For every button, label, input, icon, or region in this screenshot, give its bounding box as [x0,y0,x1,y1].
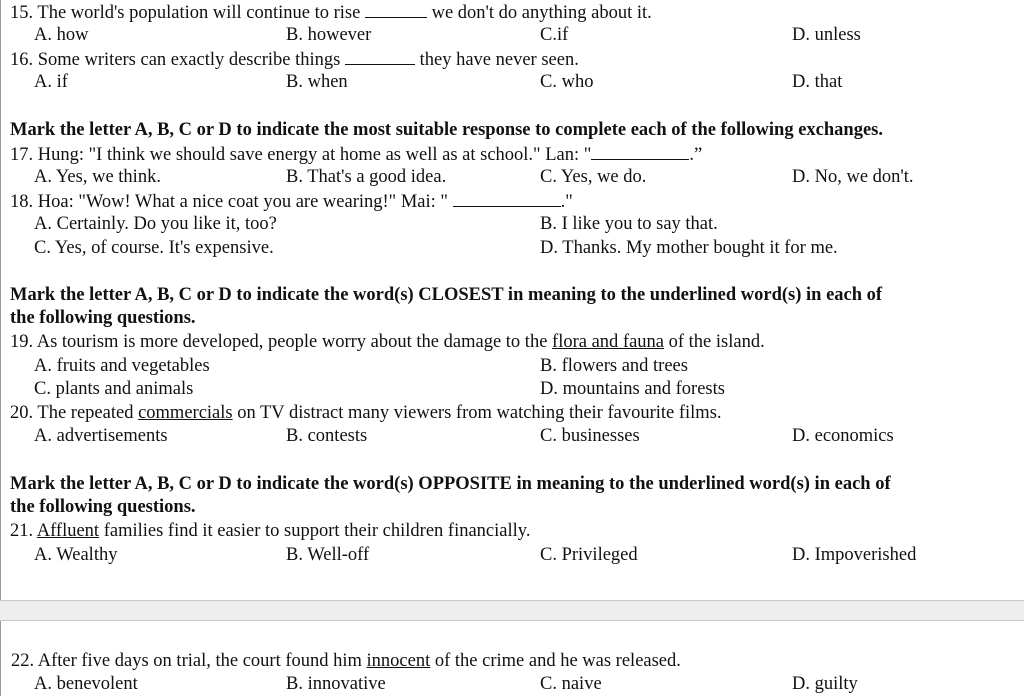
page-break-gap [0,600,1024,621]
question-21: 21. Affluent families find it easier to support their children financially. [10,521,531,541]
option-a: A. benevolent [34,674,138,694]
option-a: A. fruits and vegetables [34,356,210,376]
option-b: B. That's a good idea. [286,167,447,187]
option-b: B. innovative [286,674,386,694]
question-16: 16. Some writers can exactly describe things they have never seen. [10,50,579,70]
instruction-opposite-cont: the following questions. [10,497,196,517]
instruction-closest-cont: the following questions. [10,308,196,328]
question-15: 15. The world's population will continue to rise we don't do anything about it. [10,3,652,23]
option-b: B. flowers and trees [540,356,688,376]
document-page-2 [0,621,1024,696]
option-d: D. Thanks. My mother bought it for me. [540,238,838,258]
option-c: C. who [540,72,594,92]
option-d: D. Impoverished [792,545,917,565]
underlined-word: innocent [366,651,431,671]
option-c: C. Privileged [540,545,638,565]
option-d: D. No, we don't. [792,167,914,187]
option-a: A. how [34,25,89,45]
option-b: B. however [286,25,372,45]
option-c: C. Yes, we do. [540,167,647,187]
question-22: 22. After five days on trial, the court found him innocent of the crime and he was released. [11,651,681,671]
underlined-word: commercials [138,403,233,423]
option-b: B. contests [286,426,368,446]
option-b: B. Well-off [286,545,370,565]
option-d: D. that [792,72,843,92]
option-d: D. unless [792,25,861,45]
answer-blank [365,3,427,18]
answer-blank [345,50,415,65]
option-c: C. plants and animals [34,379,194,399]
instruction-exchanges: Mark the letter A, B, C or D to indicate the most suitable response to complete each of the following exchanges. [10,120,883,140]
option-b: B. when [286,72,348,92]
answer-blank [453,192,561,207]
answer-blank [591,145,689,160]
option-c: C. naive [540,674,602,694]
instruction-closest: Mark the letter A, B, C or D to indicate the word(s) CLOSEST in meaning to the underlined word(s) in each of [10,285,883,305]
option-a: A. if [34,72,68,92]
option-a: A. Certainly. Do you like it, too? [34,214,277,234]
option-d: D. mountains and forests [540,379,725,399]
option-d: D. economics [792,426,894,446]
underlined-word: Affluent [36,521,100,541]
page-left-border [0,0,1,600]
option-c: C. businesses [540,426,640,446]
question-19: 19. As tourism is more developed, people worry about the damage to the flora and fauna of the island. [10,332,765,352]
option-a: A. Wealthy [34,545,118,565]
option-a: A. Yes, we think. [34,167,161,187]
option-a: A. advertisements [34,426,168,446]
question-18: 18. Hoa: "Wow! What a nice coat you are wearing!" Mai: " ." [10,192,573,212]
option-d: D. guilty [792,674,858,694]
instruction-opposite: Mark the letter A, B, C or D to indicate the word(s) OPPOSITE in meaning to the underlined word(s) in each of [10,474,891,494]
question-17: 17. Hung: "I think we should save energy at home as well as at school." Lan: " .” [10,145,703,165]
question-20: 20. The repeated commercials on TV distract many viewers from watching their favourite films. [10,403,722,423]
underlined-word: flora and fauna [552,332,664,352]
option-c: C.if [540,25,569,45]
option-b: B. I like you to say that. [540,214,718,234]
option-c: C. Yes, of course. It's expensive. [34,238,274,258]
